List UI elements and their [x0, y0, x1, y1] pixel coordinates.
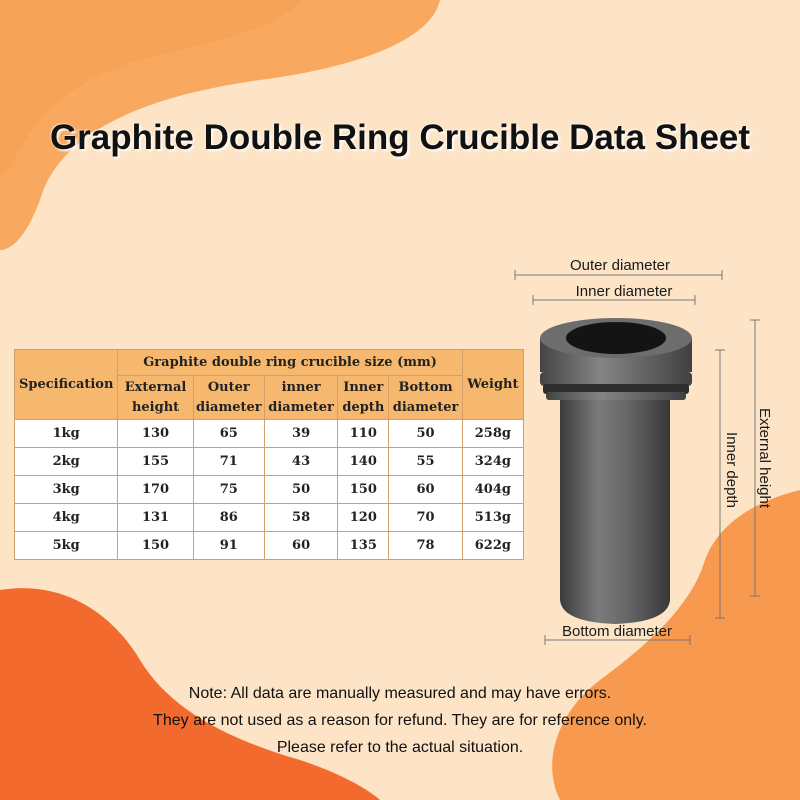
spec-table — [14, 349, 524, 560]
col-outer-diameter: Outer diameter — [193, 376, 264, 420]
table-row — [15, 420, 524, 448]
cell-spec: 1kg — [15, 420, 118, 448]
cell-weight: 622g — [462, 532, 523, 560]
cell-value: 43 — [264, 448, 337, 476]
cell-value: 155 — [118, 448, 193, 476]
cell-weight: 324g — [462, 448, 523, 476]
note-block — [0, 680, 800, 761]
crucible-diagram — [500, 250, 800, 670]
cell-value: 150 — [338, 476, 389, 504]
cell-value: 50 — [264, 476, 337, 504]
external-height-label: External height — [756, 407, 773, 509]
cell-spec: 2kg — [15, 448, 118, 476]
cell-value: 140 — [338, 448, 389, 476]
cell-weight: 258g — [462, 420, 523, 448]
cell-value: 78 — [389, 532, 462, 560]
cell-value: 110 — [338, 420, 389, 448]
crucible-body — [540, 318, 692, 624]
cell-value: 135 — [338, 532, 389, 560]
spec-header: Specification — [15, 350, 118, 420]
col-inner-depth: Inner depth — [338, 376, 389, 420]
cell-value: 91 — [193, 532, 264, 560]
cell-spec: 5kg — [15, 532, 118, 560]
cell-weight: 404g — [462, 476, 523, 504]
table-row — [15, 504, 524, 532]
size-group-header: Graphite double ring crucible size (mm) — [118, 350, 462, 376]
cell-weight: 513g — [462, 504, 523, 532]
cell-value: 50 — [389, 420, 462, 448]
inner-depth-label: Inner depth — [723, 432, 740, 508]
cell-value: 39 — [264, 420, 337, 448]
note-line: Note: All data are manually measured and may have errors. — [188, 685, 612, 702]
cell-value: 70 — [389, 504, 462, 532]
cell-value: 60 — [389, 476, 462, 504]
table-row — [15, 532, 524, 560]
col-bottom-diameter: Bottom diameter — [389, 376, 462, 420]
cell-value: 65 — [193, 420, 264, 448]
cell-value: 86 — [193, 504, 264, 532]
col-external-height: External height — [118, 376, 193, 420]
weight-header: Weight — [462, 350, 523, 420]
cell-value: 58 — [264, 504, 337, 532]
cell-spec: 3kg — [15, 476, 118, 504]
col-inner-diameter: inner diameter — [264, 376, 337, 420]
note-line: They are not used as a reason for refund. They are for reference only. — [153, 712, 647, 729]
cell-value: 131 — [118, 504, 193, 532]
cell-spec: 4kg — [15, 504, 118, 532]
cell-value: 170 — [118, 476, 193, 504]
cell-value: 120 — [338, 504, 389, 532]
table-row — [15, 448, 524, 476]
cell-value: 60 — [264, 532, 337, 560]
bottom-diameter-label: Bottom diameter — [561, 623, 673, 640]
table-row — [15, 476, 524, 504]
cell-value: 75 — [193, 476, 264, 504]
cell-value: 55 — [389, 448, 462, 476]
inner-diameter-label: Inner diameter — [575, 283, 673, 300]
outer-diameter-label: Outer diameter — [569, 257, 671, 274]
cell-value: 130 — [118, 420, 193, 448]
cell-value: 150 — [118, 532, 193, 560]
cell-value: 71 — [193, 448, 264, 476]
note-line: Please refer to the actual situation. — [276, 739, 524, 756]
page-title: Graphite Double Ring Crucible Data Sheet — [49, 118, 751, 157]
